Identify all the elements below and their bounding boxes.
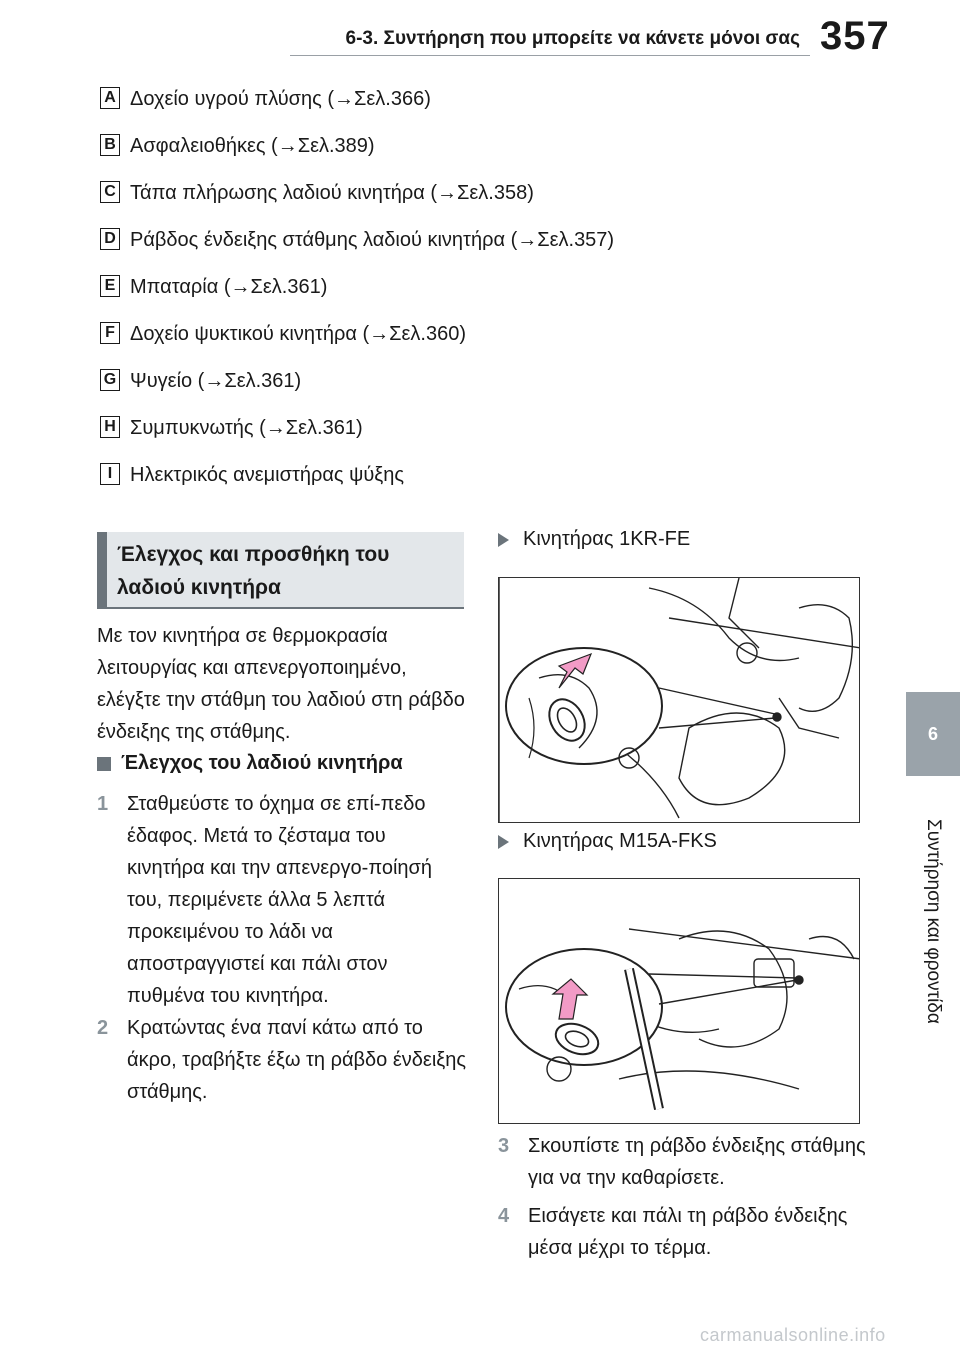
legend-text: Ηλεκτρικός ανεμιστήρας ψύξης (130, 464, 405, 486)
header-divider (290, 55, 810, 56)
legend-letter: B (100, 134, 120, 156)
legend-letter: E (100, 275, 120, 297)
engine-diagram-1kr (499, 578, 860, 823)
legend-text: Ψυγείο (→Σελ.361) (130, 370, 302, 392)
legend-text: Δοχείο ψυκτικού κινητήρα (→Σελ.360) (130, 323, 467, 345)
legend-text: Δοχείο υγρού πλύσης (→Σελ.366) (130, 88, 431, 110)
legend-text: Ασφαλειοθήκες (→Σελ.389) (130, 135, 375, 157)
legend-item (100, 179, 614, 226)
step-number: 3 (498, 1135, 510, 1157)
section-heading (97, 532, 464, 609)
step-text: Εισάγετε και πάλι τη ράβδο ένδειξης μέσα μέχρι το τέρμα. (528, 1205, 848, 1259)
page-number: 357 (820, 14, 890, 58)
step-text: Σταθμεύστε το όχημα σε επί-πεδο έδαφος. Μετά το ζέσταμα του κινητήρα και την απενεργο-ποίησή του, περιμένετε άλλα 5 λεπτά προκειμένου το λάδι να αποστραγγιστεί και πάλι στον πυθμένα του κινητήρα. (127, 793, 433, 1007)
chapter-label-text: Συντήρηση και φροντίδα (923, 818, 944, 1024)
legend-item (100, 461, 614, 508)
step-text: Σκουπίστε τη ράβδο ένδειξης στάθμης για να την καθαρίσετε. (528, 1135, 866, 1189)
legend-letter: A (100, 87, 120, 109)
legend-text: Τάπα πλήρωσης λαδιού κινητήρα (→Σελ.358) (130, 182, 534, 204)
legend-letter: C (100, 181, 120, 203)
legend-text: Μπαταρία (→Σελ.361) (130, 276, 328, 298)
step-item (97, 788, 467, 1012)
legend-letter: H (100, 416, 120, 438)
section-title-line1: Έλεγχος και προσθήκη του (117, 543, 390, 566)
legend-item (100, 132, 614, 179)
step-item (498, 1200, 868, 1264)
engine-label-1kr (498, 528, 690, 551)
legend-item (100, 414, 614, 461)
step-item (498, 1130, 868, 1194)
legend-item (100, 226, 614, 273)
step-number: 4 (498, 1205, 510, 1227)
engine-label-text: Κινητήρας M15A-FKS (523, 830, 717, 852)
step-item (97, 1012, 467, 1108)
subheading (97, 752, 467, 775)
triangle-bullet-icon (498, 835, 509, 849)
engine-illustration-m15a (498, 878, 860, 1124)
legend-letter: G (100, 369, 120, 391)
engine-label-text: Κινητήρας 1KR-FE (523, 528, 691, 550)
legend-item (100, 367, 614, 414)
engine-label-m15a (498, 830, 717, 853)
subheading-text: Έλεγχος του λαδιού κινητήρα (121, 752, 403, 774)
engine-diagram-m15a (499, 879, 860, 1124)
legend-letter: I (100, 463, 120, 485)
step-number: 1 (97, 793, 109, 815)
triangle-bullet-icon (498, 533, 509, 547)
engine-illustration-1kr (498, 577, 860, 823)
legend-letter: F (100, 322, 120, 344)
section-title-line2: λαδιού κινητήρα (117, 576, 281, 599)
header-title: 6-3. Συντήρηση που μπορείτε να κάνετε μόνοι σας (345, 28, 800, 49)
chapter-tab: 6 (906, 692, 960, 776)
legend-item (100, 320, 614, 367)
legend-text: Συμπυκνωτής (→Σελ.361) (130, 417, 363, 439)
legend-item (100, 85, 614, 132)
step-number: 2 (97, 1017, 109, 1039)
legend-item (100, 273, 614, 320)
legend-letter: D (100, 228, 120, 250)
watermark: carmanualsonline.info (700, 1325, 886, 1345)
step-text: Κρατώντας ένα πανί κάτω από το άκρο, τραβήξτε έξω τη ράβδο ένδειξης στάθμης. (127, 1017, 466, 1103)
square-bullet-icon (97, 757, 111, 771)
chapter-label (906, 776, 960, 1066)
parts-legend (100, 85, 614, 508)
legend-text: Ράβδος ένδειξης στάθμης λαδιού κινητήρα (→Σελ.357) (130, 229, 615, 251)
intro-paragraph: Με τον κινητήρα σε θερμοκρασία λειτουργίας και απενεργοποιημένο, ελέγξτε την στάθμη του λαδιού στη ράβδο ένδειξης της στάθμης. (97, 625, 465, 743)
